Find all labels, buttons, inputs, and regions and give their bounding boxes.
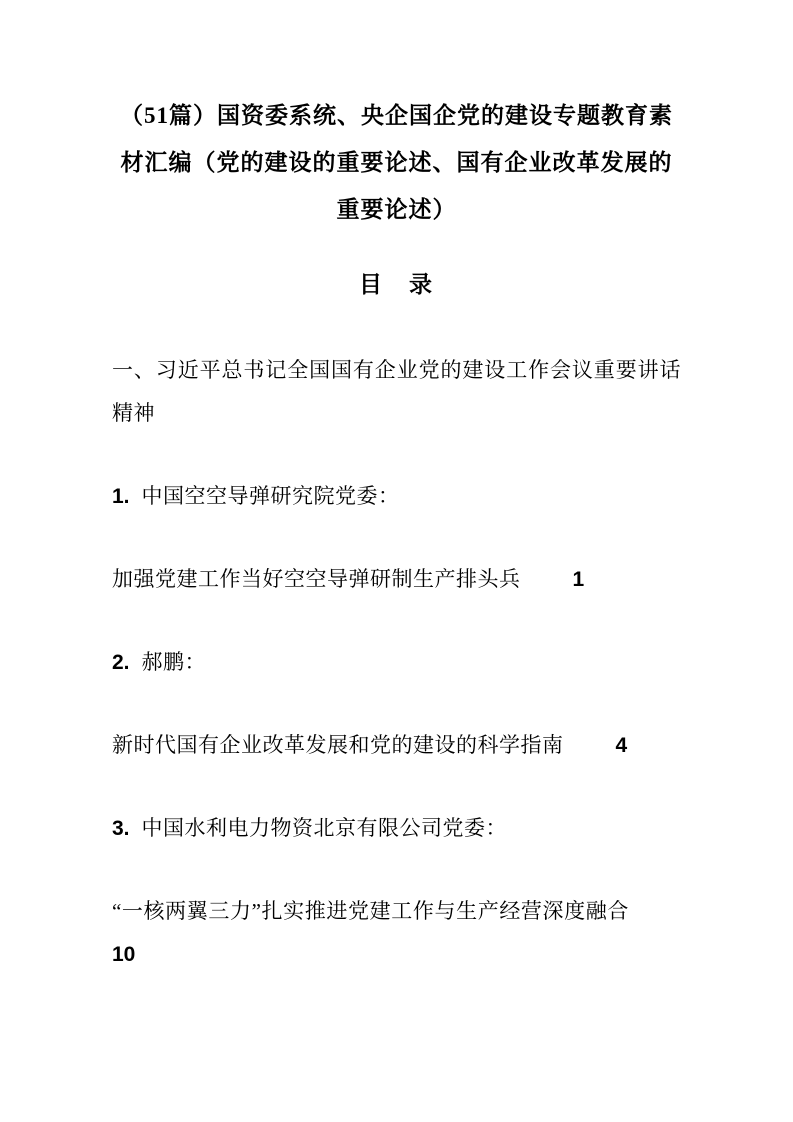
toc-item-title-line — [112, 724, 681, 767]
toc-section-heading: 一、习近平总书记全国国有企业党的建设工作会议重要讲话精神 — [112, 358, 681, 425]
toc-item-page-number: 1 — [572, 568, 585, 591]
document-title: （51篇）国资委系统、央企国企党的建设专题教育素材汇编（党的建设的重要论述、国有企业改革发展的重要论述） — [120, 103, 673, 222]
toc-item-organization: 中国水利电力物资北京有限公司党委： — [141, 816, 508, 840]
toc-item-heading — [112, 475, 681, 518]
toc-item-heading — [112, 807, 681, 850]
toc-heading: 目 录 — [359, 272, 434, 297]
toc-item-number: 3. — [112, 817, 130, 840]
toc-item — [112, 807, 681, 976]
toc-entries — [112, 475, 681, 976]
toc-item — [112, 641, 681, 767]
toc-item-title: “一核两翼三力”扎实推进党建工作与生产经营深度融合 — [112, 899, 629, 923]
toc-item — [112, 475, 681, 601]
toc-item-organization: 中国空空导弹研究院党委： — [141, 484, 400, 508]
toc-item-number: 1. — [112, 485, 130, 508]
toc-item-number: 2. — [112, 651, 130, 674]
toc-item-title: 加强党建工作当好空空导弹研制生产排头兵 — [112, 567, 521, 591]
toc-item-title: 新时代国有企业改革发展和党的建设的科学指南 — [112, 733, 564, 757]
toc-item-title-line — [112, 890, 681, 976]
toc-item-title-line — [112, 558, 681, 601]
toc-item-organization: 郝鹏： — [141, 650, 207, 674]
toc-item-heading — [112, 641, 681, 684]
toc-item-page-number: 10 — [112, 943, 136, 966]
toc-item-page-number: 4 — [615, 734, 628, 757]
